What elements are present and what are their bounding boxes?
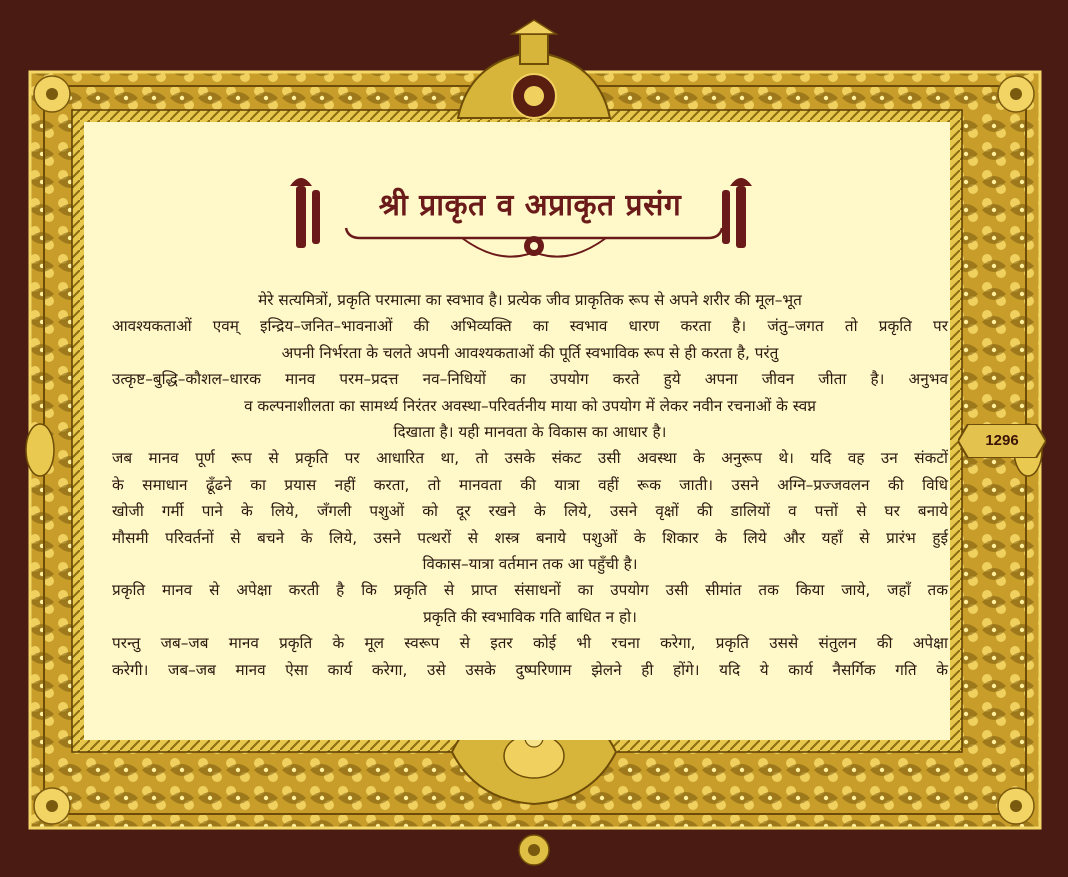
text-line: खोजी गर्मी पाने के लिये, जँगली पशुओं को दूर रखने के लिये, उसने वृक्षों की डालियों व पत्तों से घर बनाये	[112, 502, 948, 521]
text-line: करेगी। जब–जब मानव ऐसा कार्य करेगा, उसे उसके दुष्परिणाम झेलने ही होंगे। यदि ये कार्य नैसर्गिक गति के	[112, 660, 948, 679]
page-number: 1296	[985, 432, 1019, 449]
text-line: आवश्यकताओं एवम् इन्द्रिय–जनित–भावनाओं की अभिव्यक्ति का स्वभाव धारण करता है। जंतु–जगत तो प्रकृति पर	[112, 317, 948, 336]
text-line: विकास–यात्रा वर्तमान तक आ पहुँची है।	[422, 555, 638, 574]
text-line: प्रकृति मानव से अपेक्षा करती है कि प्रकृति से प्राप्त संसाधनों का उपयोग उसी सीमांत तक किया जाये, जहाँ तक	[112, 581, 948, 600]
emblem-caption: श्री समर्थ सिंदु विचार	[507, 122, 559, 130]
text-line: जब मानव पूर्ण रूप से प्रकृति पर आधारित था, तो उसके संकट उसी अवस्था के अनुरूप थे। यदि वह उन संकटों	[112, 449, 948, 468]
text-line: व कल्पनाशीलता का सामर्थ्य निरंतर अवस्था–परिवर्तनीय माया को उपयोग में लेकर नवीन रचनाओं के स्वप्न	[244, 396, 816, 415]
text-line: के समाधान ढूँढने का प्रयास नहीं करता, तो मानवता की यात्रा वहीं रूक जाती। उसने अग्नि–प्रज्जवलन की विधि	[112, 475, 948, 494]
text-line: मेरे सत्यमित्रों, प्रकृति परमात्मा का स्वभाव है। प्रत्येक जीव प्राकृतिक रूप से अपने शरीर की मूल–भूत	[258, 291, 802, 309]
text-line: प्रकृति की स्वभाविक गति बाधित न हो।	[423, 607, 637, 626]
text-line: मौसमी परिवर्तनों से बचने के लिये, उसने पत्थरों से शस्त्र बनाये पशुओं के शिकार के लिये और यहाँ से प्रारंभ हुई	[112, 528, 948, 547]
body-text	[112, 287, 948, 683]
text-line: उत्कृष्ट–बुद्धि–कौशल–धारक मानव परम–प्रदत्त नव–निधियों का उपयोग करते हुये अपना जीवन जीता है। अनुभव	[112, 370, 948, 389]
text-line: परन्तु जब–जब मानव प्रकृति के मूल स्वरूप से इतर कोई भी रचना करेगा, प्रकृति उससे संतुलन की अपेक्षा	[112, 634, 948, 653]
text-line: दिखाता है। यही मानवता के विकास का आधार है।	[393, 423, 667, 442]
text-line: अपनी निर्भरता के चलते अपनी आवश्यकताओं की पूर्ति स्वभाविक रूप से ही करता है, परंतु	[281, 343, 779, 362]
page-title: श्री प्राकृत व अप्राकृत प्रसंग	[378, 188, 682, 223]
